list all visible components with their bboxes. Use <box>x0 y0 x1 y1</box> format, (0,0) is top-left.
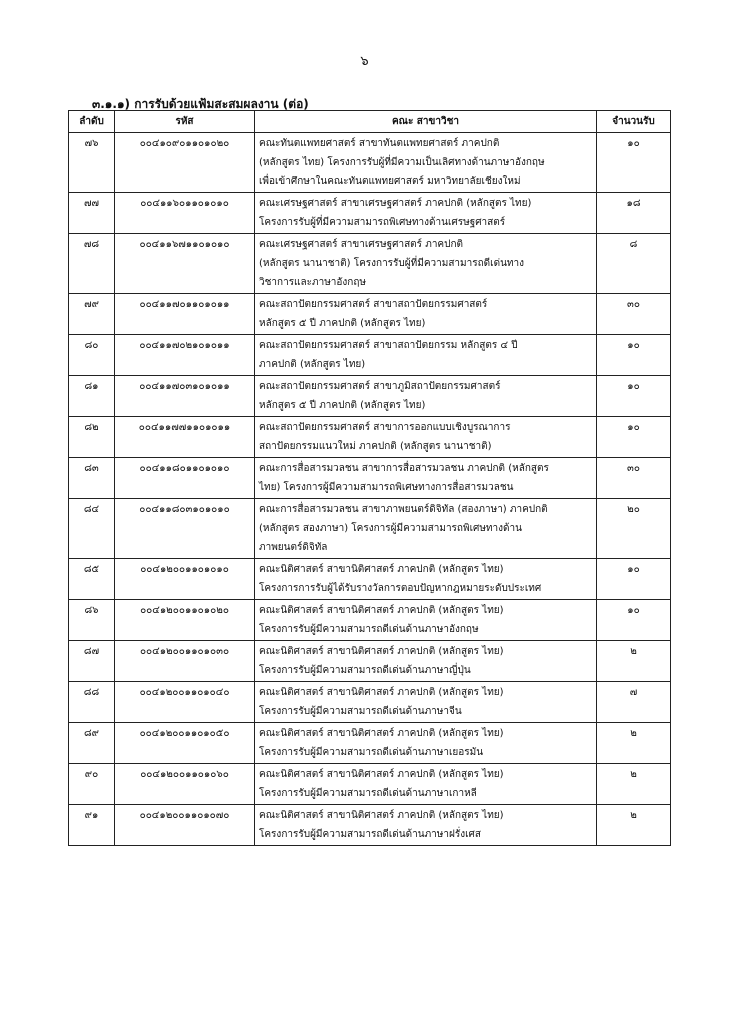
row-order: ๗๗ <box>69 193 115 234</box>
row-order: ๘๗ <box>69 641 115 682</box>
faculty-line: คณะนิติศาสตร์ สาขานิติศาสตร์ ภาคปกติ (หลักสูตร ไทย) <box>259 728 504 739</box>
faculty-line: โครงการรับผู้มีความสามารถดีเด่นด้านภาษาเกาหลี <box>259 788 477 799</box>
faculty-line: วิชาการและภาษาอังกฤษ <box>259 277 367 288</box>
table-row <box>69 600 671 641</box>
table-header-row <box>69 111 671 133</box>
faculty-line: เพื่อเข้าศึกษาในคณะทันตแพทยศาสตร์ มหาวิทยาลัยเชียงใหม่ <box>259 176 521 187</box>
row-code: ๐๐๔๑๑๗๗๑๑๐๑๐๑๑ <box>115 417 255 458</box>
row-seats: ๓๐ <box>597 458 671 499</box>
row-order: ๙๑ <box>69 805 115 846</box>
row-code: ๐๐๔๑๒๐๐๑๑๐๑๐๗๐ <box>115 805 255 846</box>
row-faculty <box>255 499 597 559</box>
faculty-line: หลักสูตร ๕ ปี ภาคปกติ (หลักสูตร ไทย) <box>259 318 426 329</box>
table-row <box>69 417 671 458</box>
row-seats: ๓๐ <box>597 294 671 335</box>
faculty-line: คณะนิติศาสตร์ สาขานิติศาสตร์ ภาคปกติ (หลักสูตร ไทย) <box>259 769 504 780</box>
row-code: ๐๐๔๑๒๐๐๑๑๐๑๐๕๐ <box>115 723 255 764</box>
faculty-line: คณะการสื่อสารมวลชน สาขาการสื่อสารมวลชน ภาคปกติ (หลักสูตร <box>259 463 549 474</box>
row-order: ๗๙ <box>69 294 115 335</box>
row-faculty <box>255 559 597 600</box>
faculty-line: ภาคปกติ (หลักสูตร ไทย) <box>259 359 366 370</box>
row-seats: ๒ <box>597 723 671 764</box>
faculty-line: คณะการสื่อสารมวลชน สาขาภาพยนตร์ดิจิทัล (สองภาษา) ภาคปกติ <box>259 504 548 515</box>
row-seats: ๑๐ <box>597 335 671 376</box>
row-code: ๐๐๔๑๑๘๐๓๑๐๑๐๑๐ <box>115 499 255 559</box>
section-title: ๓.๑.๑) การรับด้วยแฟ้มสะสมผลงาน (ต่อ) <box>92 97 309 111</box>
row-seats: ๑๐ <box>597 376 671 417</box>
table-row <box>69 294 671 335</box>
row-order: ๘๕ <box>69 559 115 600</box>
faculty-line: คณะสถาปัตยกรรมศาสตร์ สาขาสถาปัตยกรรม หลักสูตร ๔ ปี <box>259 340 518 351</box>
header-order: ลำดับ <box>69 111 115 133</box>
row-faculty <box>255 294 597 335</box>
admission-table <box>68 110 671 846</box>
faculty-line: คณะนิติศาสตร์ สาขานิติศาสตร์ ภาคปกติ (หลักสูตร ไทย) <box>259 605 504 616</box>
row-seats: ๒๐ <box>597 499 671 559</box>
row-seats: ๑๘ <box>597 193 671 234</box>
row-seats: ๒ <box>597 805 671 846</box>
row-code: ๐๐๔๑๑๖๐๑๑๐๑๐๑๐ <box>115 193 255 234</box>
row-faculty <box>255 193 597 234</box>
faculty-line: หลักสูตร ๕ ปี ภาคปกติ (หลักสูตร ไทย) <box>259 400 426 411</box>
header-faculty: คณะ สาขาวิชา <box>255 111 597 133</box>
row-order: ๘๑ <box>69 376 115 417</box>
row-faculty <box>255 417 597 458</box>
row-code: ๐๐๔๑๒๐๐๑๑๐๑๐๔๐ <box>115 682 255 723</box>
table-row <box>69 133 671 193</box>
row-code: ๐๐๔๑๒๐๐๑๑๐๑๐๑๐ <box>115 559 255 600</box>
faculty-line: คณะสถาปัตยกรรมศาสตร์ สาขาภูมิสถาปัตยกรรมศาสตร์ <box>259 381 501 392</box>
row-code: ๐๐๔๑๑๗๐๒๑๐๑๐๑๑ <box>115 335 255 376</box>
table-row <box>69 376 671 417</box>
row-seats: ๒ <box>597 764 671 805</box>
row-code: ๐๐๔๑๑๘๐๑๑๐๑๐๑๐ <box>115 458 255 499</box>
faculty-line: คณะนิติศาสตร์ สาขานิติศาสตร์ ภาคปกติ (หลักสูตร ไทย) <box>259 564 504 575</box>
row-seats: ๑๐ <box>597 600 671 641</box>
table-row <box>69 458 671 499</box>
table-row <box>69 559 671 600</box>
table-row <box>69 499 671 559</box>
row-seats: ๑๐ <box>597 559 671 600</box>
row-seats: ๘ <box>597 234 671 294</box>
row-order: ๗๘ <box>69 234 115 294</box>
row-order: ๘๔ <box>69 499 115 559</box>
faculty-line: (หลักสูตร ไทย) โครงการรับผู้ที่มีความเป็นเลิศทางด้านภาษาอังกฤษ <box>259 157 545 168</box>
table-row <box>69 641 671 682</box>
row-order: ๘๓ <box>69 458 115 499</box>
row-seats: ๑๐ <box>597 133 671 193</box>
row-faculty <box>255 133 597 193</box>
faculty-line: คณะทันตแพทยศาสตร์ สาขาทันตแพทยศาสตร์ ภาคปกติ <box>259 138 500 149</box>
row-order: ๘๐ <box>69 335 115 376</box>
row-faculty <box>255 682 597 723</box>
row-code: ๐๐๔๑๑๖๗๑๑๐๑๐๑๐ <box>115 234 255 294</box>
table-row <box>69 682 671 723</box>
faculty-line: โครงการรับผู้ที่มีความสามารถพิเศษทางด้านเศรษฐศาสตร์ <box>259 217 506 228</box>
row-code: ๐๐๔๑๒๐๐๑๑๐๑๐๖๐ <box>115 764 255 805</box>
row-order: ๘๙ <box>69 723 115 764</box>
faculty-line: โครงการรับผู้มีความสามารถดีเด่นด้านภาษาเยอรมัน <box>259 747 484 758</box>
row-code: ๐๐๔๑๒๐๐๑๑๐๑๐๓๐ <box>115 641 255 682</box>
row-code: ๐๐๔๑๑๗๐๑๑๐๑๐๑๑ <box>115 294 255 335</box>
table-row <box>69 723 671 764</box>
faculty-line: ไทย) โครงการผู้มีความสามารถพิเศษทางการสื่อสารมวลชน <box>259 482 514 493</box>
row-code: ๐๐๔๑๒๐๐๑๑๐๑๐๒๐ <box>115 600 255 641</box>
row-code: ๐๐๔๑๑๗๐๓๑๐๑๐๑๑ <box>115 376 255 417</box>
row-faculty <box>255 234 597 294</box>
row-seats: ๑๐ <box>597 417 671 458</box>
faculty-line: โครงการการรับผู้ได้รับรางวัลการตอบปัญหากฎหมายระดับประเทศ <box>259 583 542 594</box>
table-row <box>69 335 671 376</box>
faculty-line: คณะสถาปัตยกรรมศาสตร์ สาขาการออกแบบเชิงบูรณาการ <box>259 422 511 433</box>
row-seats: ๒ <box>597 641 671 682</box>
faculty-line: คณะนิติศาสตร์ สาขานิติศาสตร์ ภาคปกติ (หลักสูตร ไทย) <box>259 646 504 657</box>
row-faculty <box>255 723 597 764</box>
faculty-line: โครงการรับผู้มีความสามารถดีเด่นด้านภาษาฝรั่งเศส <box>259 829 481 840</box>
faculty-line: โครงการรับผู้มีความสามารถดีเด่นด้านภาษาญี่ปุ่น <box>259 665 471 676</box>
faculty-line: โครงการรับผู้มีความสามารถดีเด่นด้านภาษาจีน <box>259 706 462 717</box>
row-faculty <box>255 458 597 499</box>
row-order: ๘๖ <box>69 600 115 641</box>
page-number: ๖ <box>360 54 369 69</box>
faculty-line: คณะเศรษฐศาสตร์ สาขาเศรษฐศาสตร์ ภาคปกติ (หลักสูตร ไทย) <box>259 198 532 209</box>
table-row <box>69 193 671 234</box>
table-body <box>69 133 671 846</box>
faculty-line: คณะเศรษฐศาสตร์ สาขาเศรษฐศาสตร์ ภาคปกติ <box>259 239 464 250</box>
row-seats: ๗ <box>597 682 671 723</box>
header-seats: จำนวนรับ <box>597 111 671 133</box>
faculty-line: คณะนิติศาสตร์ สาขานิติศาสตร์ ภาคปกติ (หลักสูตร ไทย) <box>259 810 504 821</box>
row-faculty <box>255 335 597 376</box>
row-order: ๗๖ <box>69 133 115 193</box>
row-faculty <box>255 805 597 846</box>
faculty-line: (หลักสูตร นานาชาติ) โครงการรับผู้ที่มีความสามารถดีเด่นทาง <box>259 258 525 269</box>
row-faculty <box>255 376 597 417</box>
faculty-line: คณะสถาปัตยกรรมศาสตร์ สาขาสถาปัตยกรรมศาสตร์ <box>259 299 488 310</box>
faculty-line: ภาพยนตร์ดิจิทัล <box>259 542 328 553</box>
faculty-line: คณะนิติศาสตร์ สาขานิติศาสตร์ ภาคปกติ (หลักสูตร ไทย) <box>259 687 504 698</box>
row-faculty <box>255 641 597 682</box>
row-order: ๙๐ <box>69 764 115 805</box>
row-faculty <box>255 600 597 641</box>
row-code: ๐๐๔๑๐๙๐๑๑๐๑๐๒๐ <box>115 133 255 193</box>
table-row <box>69 805 671 846</box>
row-order: ๘๒ <box>69 417 115 458</box>
faculty-line: สถาปัตยกรรมแนวใหม่ ภาคปกติ (หลักสูตร นานาชาติ) <box>259 441 492 452</box>
row-order: ๘๘ <box>69 682 115 723</box>
row-faculty <box>255 764 597 805</box>
table-row <box>69 234 671 294</box>
header-code: รหัส <box>115 111 255 133</box>
faculty-line: โครงการรับผู้มีความสามารถดีเด่นด้านภาษาอังกฤษ <box>259 624 479 635</box>
faculty-line: (หลักสูตร สองภาษา) โครงการผู้มีความสามารถพิเศษทางด้าน <box>259 523 522 534</box>
table-row <box>69 764 671 805</box>
